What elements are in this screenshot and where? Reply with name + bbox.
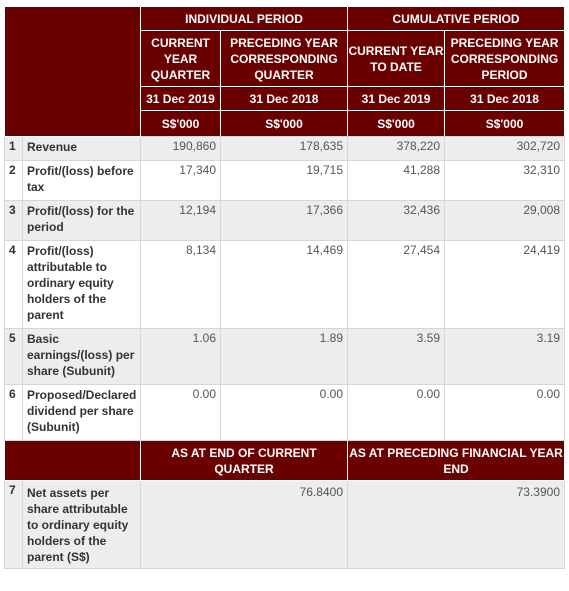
col-preceding-year-corresponding-period: PRECEDING YEAR CORRESPONDING PERIOD — [445, 31, 565, 87]
col-current-year-quarter: CURRENT YEAR QUARTER — [141, 31, 221, 87]
date-cell: 31 Dec 2018 — [445, 87, 565, 111]
table-row — [5, 385, 565, 441]
row-number: 7 — [5, 481, 23, 569]
row-number: 5 — [5, 329, 23, 385]
value-cell: 24,419 — [445, 241, 565, 329]
value-cell: 76.8400 — [141, 481, 348, 569]
table-row — [5, 161, 565, 201]
row-label: Revenue — [23, 137, 141, 161]
unit-cell: S$'000 — [221, 111, 348, 137]
individual-period-header: INDIVIDUAL PERIOD — [141, 7, 348, 31]
unit-cell: S$'000 — [141, 111, 221, 137]
row-number: 2 — [5, 161, 23, 201]
row-number: 1 — [5, 137, 23, 161]
table-row — [5, 201, 565, 241]
header-blank-cell — [5, 7, 141, 137]
unit-cell: S$'000 — [445, 111, 565, 137]
value-cell: 1.89 — [221, 329, 348, 385]
date-cell: 31 Dec 2019 — [348, 87, 445, 111]
value-cell: 3.59 — [348, 329, 445, 385]
date-cell: 31 Dec 2018 — [221, 87, 348, 111]
value-cell: 302,720 — [445, 137, 565, 161]
financial-results-table — [4, 6, 565, 569]
current-quarter-header: AS AT END OF CURRENT QUARTER — [141, 441, 348, 481]
value-cell: 0.00 — [221, 385, 348, 441]
second-header-blank-cell — [5, 441, 141, 481]
row-label: Profit/(loss) before tax — [23, 161, 141, 201]
value-cell: 41,288 — [348, 161, 445, 201]
value-cell: 190,860 — [141, 137, 221, 161]
row-number: 6 — [5, 385, 23, 441]
unit-cell: S$'000 — [348, 111, 445, 137]
value-cell: 32,436 — [348, 201, 445, 241]
table-row — [5, 329, 565, 385]
value-cell: 32,310 — [445, 161, 565, 201]
table-row — [5, 481, 565, 569]
value-cell: 378,220 — [348, 137, 445, 161]
row-label: Basic earnings/(loss) per share (Subunit) — [23, 329, 141, 385]
value-cell: 17,366 — [221, 201, 348, 241]
row-number: 4 — [5, 241, 23, 329]
value-cell: 178,635 — [221, 137, 348, 161]
value-cell: 29,008 — [445, 201, 565, 241]
cumulative-period-header: CUMULATIVE PERIOD — [348, 7, 565, 31]
row-label: Profit/(loss) attributable to ordinary equity holders of the parent — [23, 241, 141, 329]
row-label: Proposed/Declared dividend per share (Subunit) — [23, 385, 141, 441]
value-cell: 0.00 — [445, 385, 565, 441]
row-label: Net assets per share attributable to ordinary equity holders of the parent (S$) — [23, 481, 141, 569]
value-cell: 1.06 — [141, 329, 221, 385]
value-cell: 0.00 — [348, 385, 445, 441]
row-label: Profit/(loss) for the period — [23, 201, 141, 241]
value-cell: 8,134 — [141, 241, 221, 329]
col-preceding-year-corresponding-quarter: PRECEDING YEAR CORRESPONDING QUARTER — [221, 31, 348, 87]
col-current-year-to-date: CURRENT YEAR TO DATE — [348, 31, 445, 87]
preceding-year-end-header: AS AT PRECEDING FINANCIAL YEAR END — [348, 441, 565, 481]
value-cell: 0.00 — [141, 385, 221, 441]
row-number: 3 — [5, 201, 23, 241]
value-cell: 19,715 — [221, 161, 348, 201]
value-cell: 27,454 — [348, 241, 445, 329]
value-cell: 73.3900 — [348, 481, 565, 569]
value-cell: 14,469 — [221, 241, 348, 329]
table-row — [5, 241, 565, 329]
value-cell: 17,340 — [141, 161, 221, 201]
value-cell: 3.19 — [445, 329, 565, 385]
table-row — [5, 137, 565, 161]
date-cell: 31 Dec 2019 — [141, 87, 221, 111]
value-cell: 12,194 — [141, 201, 221, 241]
